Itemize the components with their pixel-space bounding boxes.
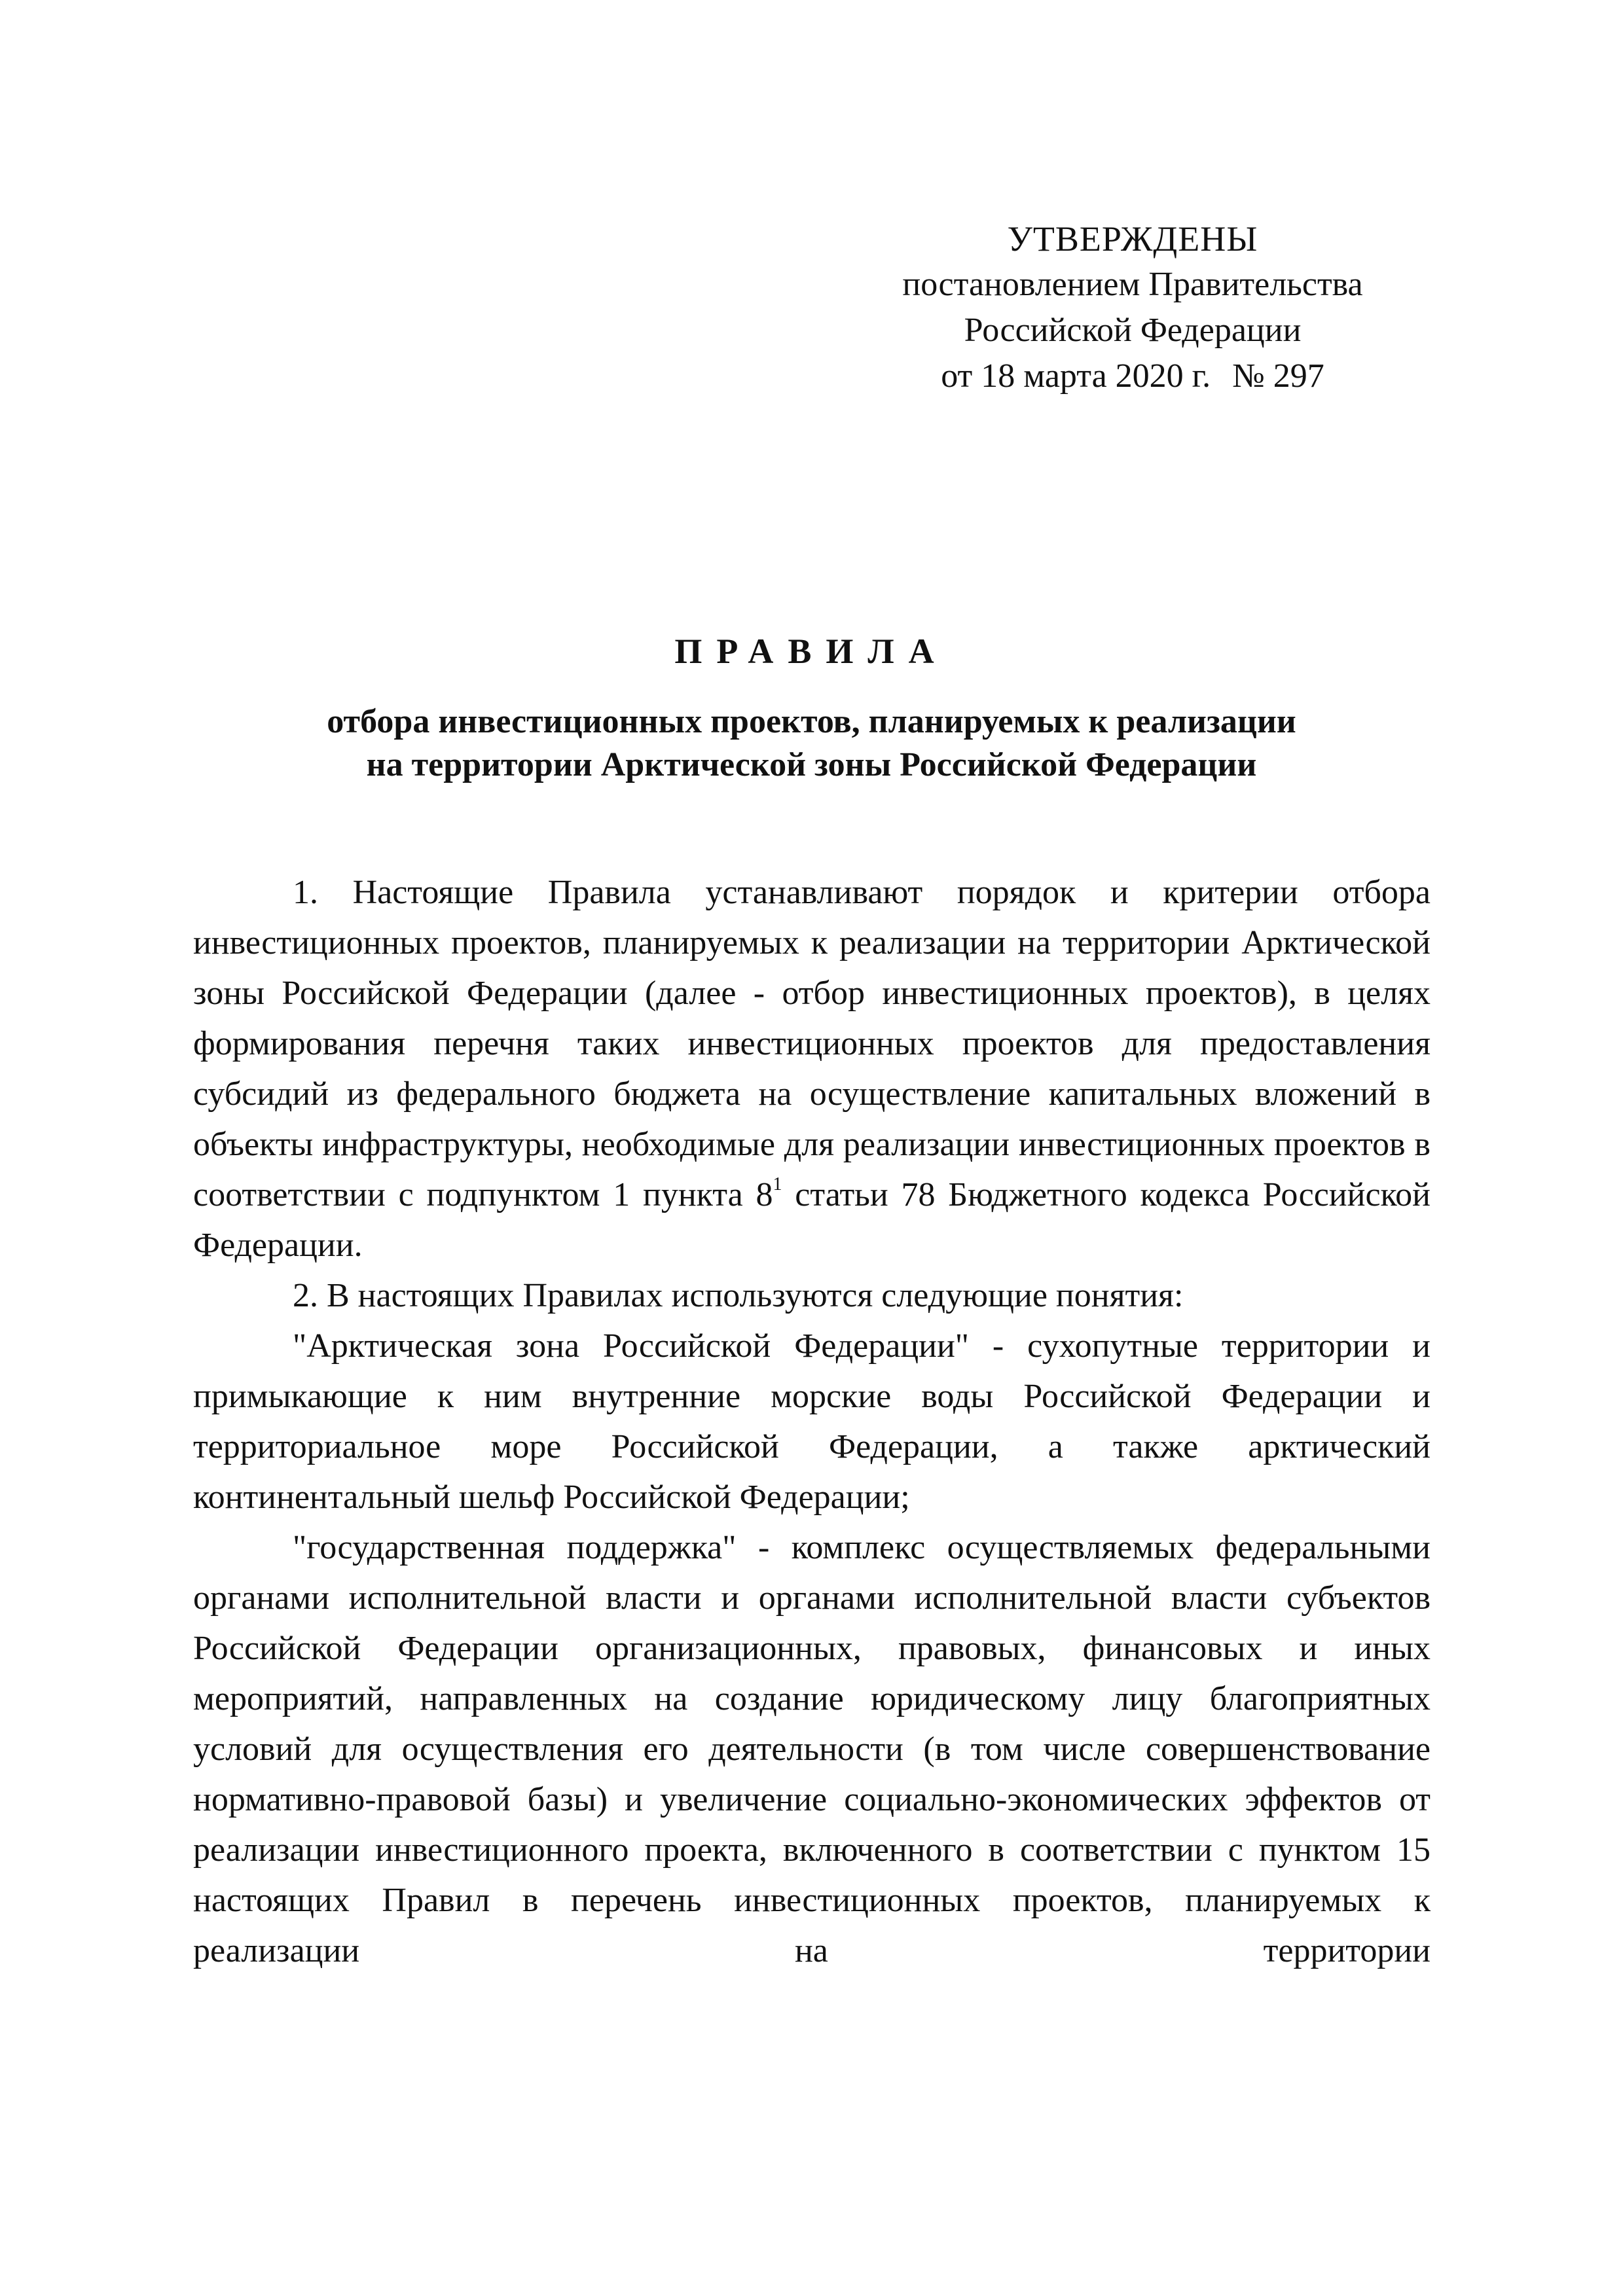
paragraph-arctic-zone: "Арктическая зона Российской Федерации" - сухопутные территории и примыкающие к ним внутренние морские воды Российской Федерации и территориальное море Российской Федерации, а также арктический континентальный шельф Российской Федерации; <box>193 1327 1431 1516</box>
government-line: Российской Федерации <box>964 312 1302 349</box>
document-body <box>193 867 1431 1976</box>
paragraph-state-support: "государственная поддержка" - комплекс осуществляемых федеральными органами исполнительной власти и органами исполнительной власти субъектов Российской Федерации организационных, правовых, финансовых и иных мероприятий, направленных на создание юридическому лицу благоприятных условий для осуществления его деятельности (в том числе совершенствование нормативно-правовой базы) и увеличение социально-экономических эффектов от реализации инвестиционного проекта, включенного в соответствии с пунктом 15 настоящих Правил в перечень инвестиционных проектов, планируемых к реализации на территории <box>193 1529 1431 1969</box>
paragraph-1 <box>193 867 1431 1270</box>
superscript-1: 1 <box>773 1174 782 1194</box>
rules-title: ПРАВИЛА <box>674 632 949 671</box>
paragraph-2: 2. В настоящих Правилах используются следующие понятия: <box>293 1277 1184 1314</box>
approved-title: УТВЕРЖДЕНЫ <box>1007 219 1258 259</box>
rules-subtitle-line-2: на территории Арктической зоны Российской Федерации <box>366 746 1257 783</box>
paragraph-1-tail: статьи 78 Бюджетного кодекса Российской Федерации. <box>193 1176 1431 1264</box>
decree-date: от 18 марта 2020 г. <box>941 357 1211 395</box>
approved-by-line: постановлением Правительства <box>902 266 1363 303</box>
decree-date-line <box>831 353 1434 399</box>
approval-stamp <box>831 216 1434 399</box>
rules-subtitle-line-1: отбора инвестиционных проектов, планируемых к реализации <box>327 703 1296 740</box>
document-heading <box>196 628 1427 787</box>
number-sign: № <box>1232 357 1265 395</box>
paragraph-1-text: 1. Настоящие Правила устанавливают порядок и критерии отбора инвестиционных проектов, планируемых к реализации на территории Арктической зоны Российской Федерации (далее - отбор инвестиционных проектов), в целях формирования перечня таких инвестиционных проектов для предоставления субсидий из федерального бюджета на осуществление капитальных вложений в объекты инфраструктуры, необходимые для реализации инвестиционных проектов в соответствии с подпунктом 1 пункта 8 <box>193 874 1431 1213</box>
decree-number: 297 <box>1273 357 1324 395</box>
